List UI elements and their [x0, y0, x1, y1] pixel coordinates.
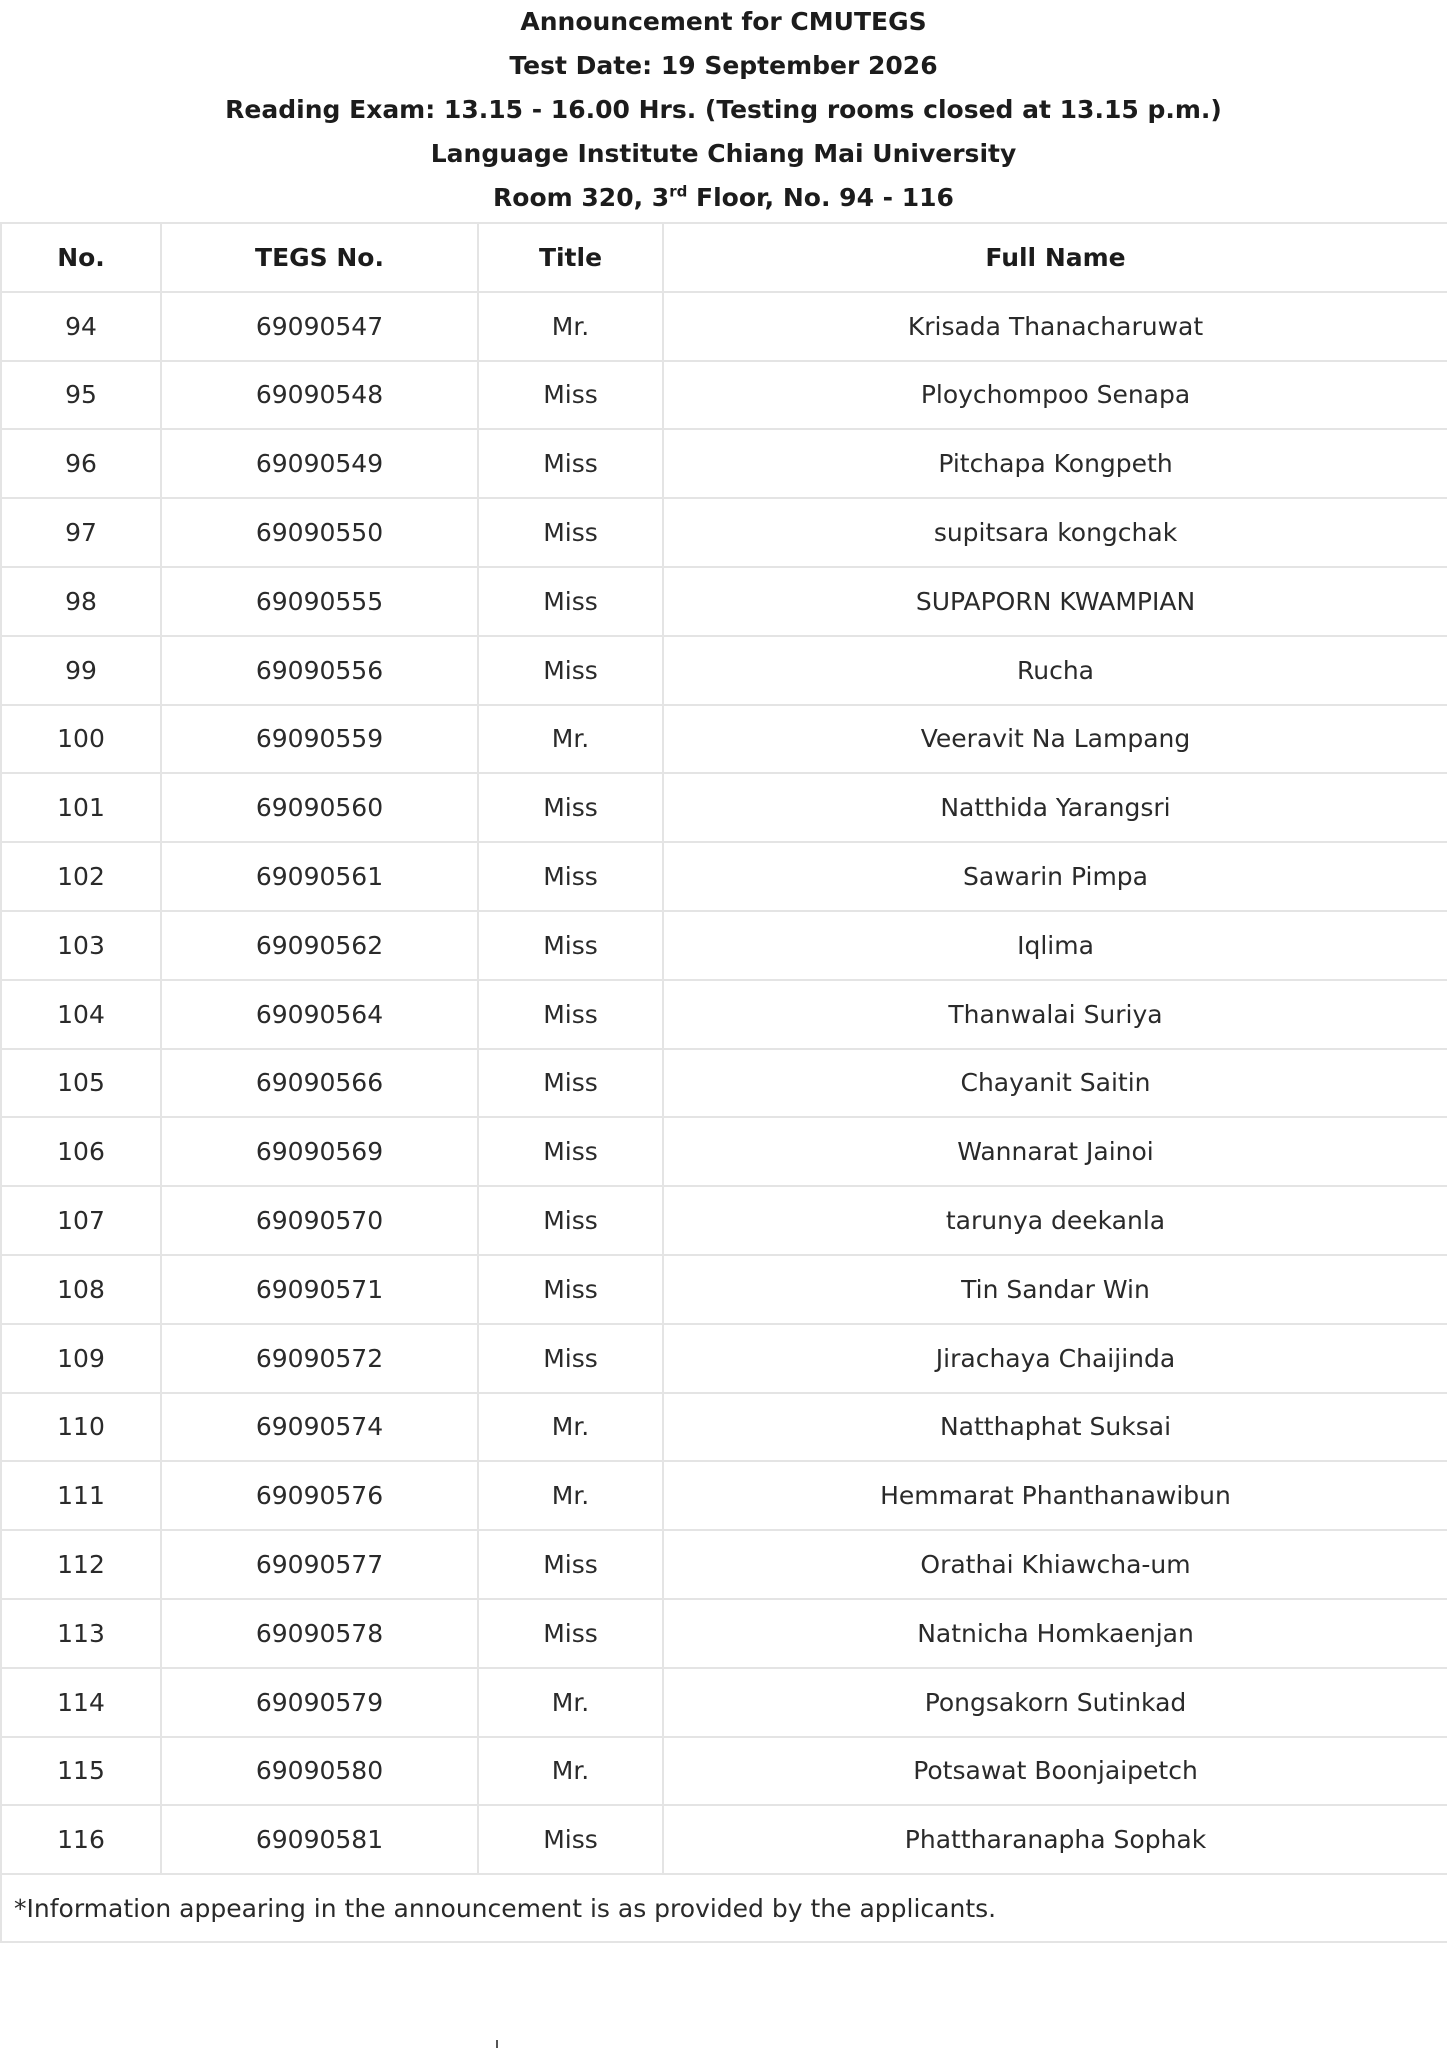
cell-tegs-no: 69090549 [161, 429, 478, 498]
cell-title: Miss [478, 567, 663, 636]
cell-tegs-no: 69090561 [161, 842, 478, 911]
cell-title: Miss [478, 773, 663, 842]
table-row [1, 1805, 1447, 1874]
cell-title: Miss [478, 842, 663, 911]
cell-full-name: Tin Sandar Win [663, 1255, 1447, 1324]
table-row [1, 1737, 1447, 1806]
page-mark [496, 2040, 498, 2048]
table-row [1, 1668, 1447, 1737]
cell-full-name: Wannarat Jainoi [663, 1117, 1447, 1186]
cell-no: 94 [1, 292, 161, 361]
table-row [1, 361, 1447, 430]
cell-full-name: supitsara kongchak [663, 498, 1447, 567]
table-row [1, 773, 1447, 842]
cell-no: 111 [1, 1461, 161, 1530]
table-body [1, 292, 1447, 1874]
table-row [1, 498, 1447, 567]
cell-tegs-no: 69090550 [161, 498, 478, 567]
table-row [1, 1393, 1447, 1462]
table-row [1, 1530, 1447, 1599]
table-row [1, 911, 1447, 980]
cell-no: 102 [1, 842, 161, 911]
cell-title: Mr. [478, 1737, 663, 1806]
table-header-row [1, 223, 1447, 292]
cell-full-name: Sawarin Pimpa [663, 842, 1447, 911]
cell-tegs-no: 69090562 [161, 911, 478, 980]
table-row [1, 429, 1447, 498]
cell-full-name: Iqlima [663, 911, 1447, 980]
cell-tegs-no: 69090564 [161, 980, 478, 1049]
cell-tegs-no: 69090566 [161, 1049, 478, 1118]
cell-tegs-no: 69090580 [161, 1737, 478, 1806]
cell-no: 107 [1, 1186, 161, 1255]
cell-tegs-no: 69090572 [161, 1324, 478, 1393]
test-date: Test Date: 19 September 2026 [509, 51, 938, 80]
footnote-row [1, 1874, 1447, 1942]
cell-no: 101 [1, 773, 161, 842]
table-row [1, 1255, 1447, 1324]
cell-no: 104 [1, 980, 161, 1049]
cell-title: Miss [478, 498, 663, 567]
column-header-tegs-no: TEGS No. [161, 223, 478, 292]
table-row [1, 705, 1447, 774]
cell-no: 97 [1, 498, 161, 567]
column-header-title: Title [478, 223, 663, 292]
cell-title: Miss [478, 1805, 663, 1874]
cell-tegs-no: 69090548 [161, 361, 478, 430]
cell-no: 114 [1, 1668, 161, 1737]
candidate-table [0, 222, 1447, 1943]
cell-tegs-no: 69090576 [161, 1461, 478, 1530]
cell-full-name: Natthida Yarangsri [663, 773, 1447, 842]
cell-tegs-no: 69090578 [161, 1599, 478, 1668]
cell-tegs-no: 69090555 [161, 567, 478, 636]
room-info-prefix: Room 320, 3 [493, 183, 670, 212]
cell-full-name: Krisada Thanacharuwat [663, 292, 1447, 361]
cell-full-name: tarunya deekanla [663, 1186, 1447, 1255]
cell-title: Miss [478, 1049, 663, 1118]
room-info [0, 176, 1447, 220]
cell-no: 98 [1, 567, 161, 636]
cell-title: Miss [478, 1186, 663, 1255]
cell-full-name: Natnicha Homkaenjan [663, 1599, 1447, 1668]
cell-tegs-no: 69090571 [161, 1255, 478, 1324]
column-header-full-name: Full Name [663, 223, 1447, 292]
column-header-no: No. [1, 223, 161, 292]
cell-full-name: Rucha [663, 636, 1447, 705]
cell-title: Miss [478, 361, 663, 430]
cell-no: 99 [1, 636, 161, 705]
cell-title: Mr. [478, 1393, 663, 1462]
cell-no: 103 [1, 911, 161, 980]
cell-title: Miss [478, 429, 663, 498]
cell-no: 108 [1, 1255, 161, 1324]
cell-no: 109 [1, 1324, 161, 1393]
institute-name: Language Institute Chiang Mai University [430, 139, 1017, 168]
cell-tegs-no: 69090570 [161, 1186, 478, 1255]
cell-full-name: Ploychompoo Senapa [663, 361, 1447, 430]
table-row [1, 1049, 1447, 1118]
cell-tegs-no: 69090547 [161, 292, 478, 361]
cell-tegs-no: 69090560 [161, 773, 478, 842]
table-row [1, 636, 1447, 705]
cell-tegs-no: 69090569 [161, 1117, 478, 1186]
cell-no: 100 [1, 705, 161, 774]
cell-title: Miss [478, 1255, 663, 1324]
cell-tegs-no: 69090574 [161, 1393, 478, 1462]
cell-tegs-no: 69090577 [161, 1530, 478, 1599]
table-row [1, 1324, 1447, 1393]
cell-title: Mr. [478, 705, 663, 774]
cell-title: Miss [478, 636, 663, 705]
cell-title: Miss [478, 1599, 663, 1668]
cell-full-name: Natthaphat Suksai [663, 1393, 1447, 1462]
cell-no: 113 [1, 1599, 161, 1668]
cell-full-name: Veeravit Na Lampang [663, 705, 1447, 774]
exam-time: Reading Exam: 13.15 - 16.00 Hrs. (Testing rooms closed at 13.15 p.m.) [225, 95, 1222, 124]
cell-title: Miss [478, 1117, 663, 1186]
cell-title: Miss [478, 1530, 663, 1599]
table-row [1, 1186, 1447, 1255]
cell-no: 95 [1, 361, 161, 430]
table-row [1, 567, 1447, 636]
table-row [1, 1461, 1447, 1530]
cell-no: 115 [1, 1737, 161, 1806]
cell-title: Mr. [478, 292, 663, 361]
cell-full-name: Phattharanapha Sophak [663, 1805, 1447, 1874]
cell-no: 105 [1, 1049, 161, 1118]
cell-no: 106 [1, 1117, 161, 1186]
cell-full-name: Pongsakorn Sutinkad [663, 1668, 1447, 1737]
table-row [1, 1117, 1447, 1186]
cell-full-name: Hemmarat Phanthanawibun [663, 1461, 1447, 1530]
cell-no: 112 [1, 1530, 161, 1599]
cell-no: 110 [1, 1393, 161, 1462]
cell-tegs-no: 69090581 [161, 1805, 478, 1874]
footnote: *Information appearing in the announcement is as provided by the applicants. [1, 1874, 1447, 1942]
cell-title: Miss [478, 911, 663, 980]
cell-full-name: Pitchapa Kongpeth [663, 429, 1447, 498]
cell-full-name: Thanwalai Suriya [663, 980, 1447, 1049]
table-row [1, 292, 1447, 361]
table-row [1, 1599, 1447, 1668]
cell-tegs-no: 69090556 [161, 636, 478, 705]
announcement-header [0, 0, 1447, 220]
cell-full-name: Orathai Khiawcha-um [663, 1530, 1447, 1599]
cell-tegs-no: 69090559 [161, 705, 478, 774]
table-row [1, 980, 1447, 1049]
cell-title: Miss [478, 980, 663, 1049]
room-info-superscript: rd [669, 182, 688, 201]
cell-no: 116 [1, 1805, 161, 1874]
cell-title: Miss [478, 1324, 663, 1393]
cell-title: Mr. [478, 1668, 663, 1737]
cell-full-name: Potsawat Boonjaipetch [663, 1737, 1447, 1806]
announcement-title: Announcement for CMUTEGS [520, 7, 927, 36]
cell-no: 96 [1, 429, 161, 498]
cell-tegs-no: 69090579 [161, 1668, 478, 1737]
table-row [1, 842, 1447, 911]
cell-full-name: Jirachaya Chaijinda [663, 1324, 1447, 1393]
room-info-suffix: Floor, No. 94 - 116 [687, 183, 954, 212]
cell-title: Mr. [478, 1461, 663, 1530]
cell-full-name: SUPAPORN KWAMPIAN [663, 567, 1447, 636]
cell-full-name: Chayanit Saitin [663, 1049, 1447, 1118]
